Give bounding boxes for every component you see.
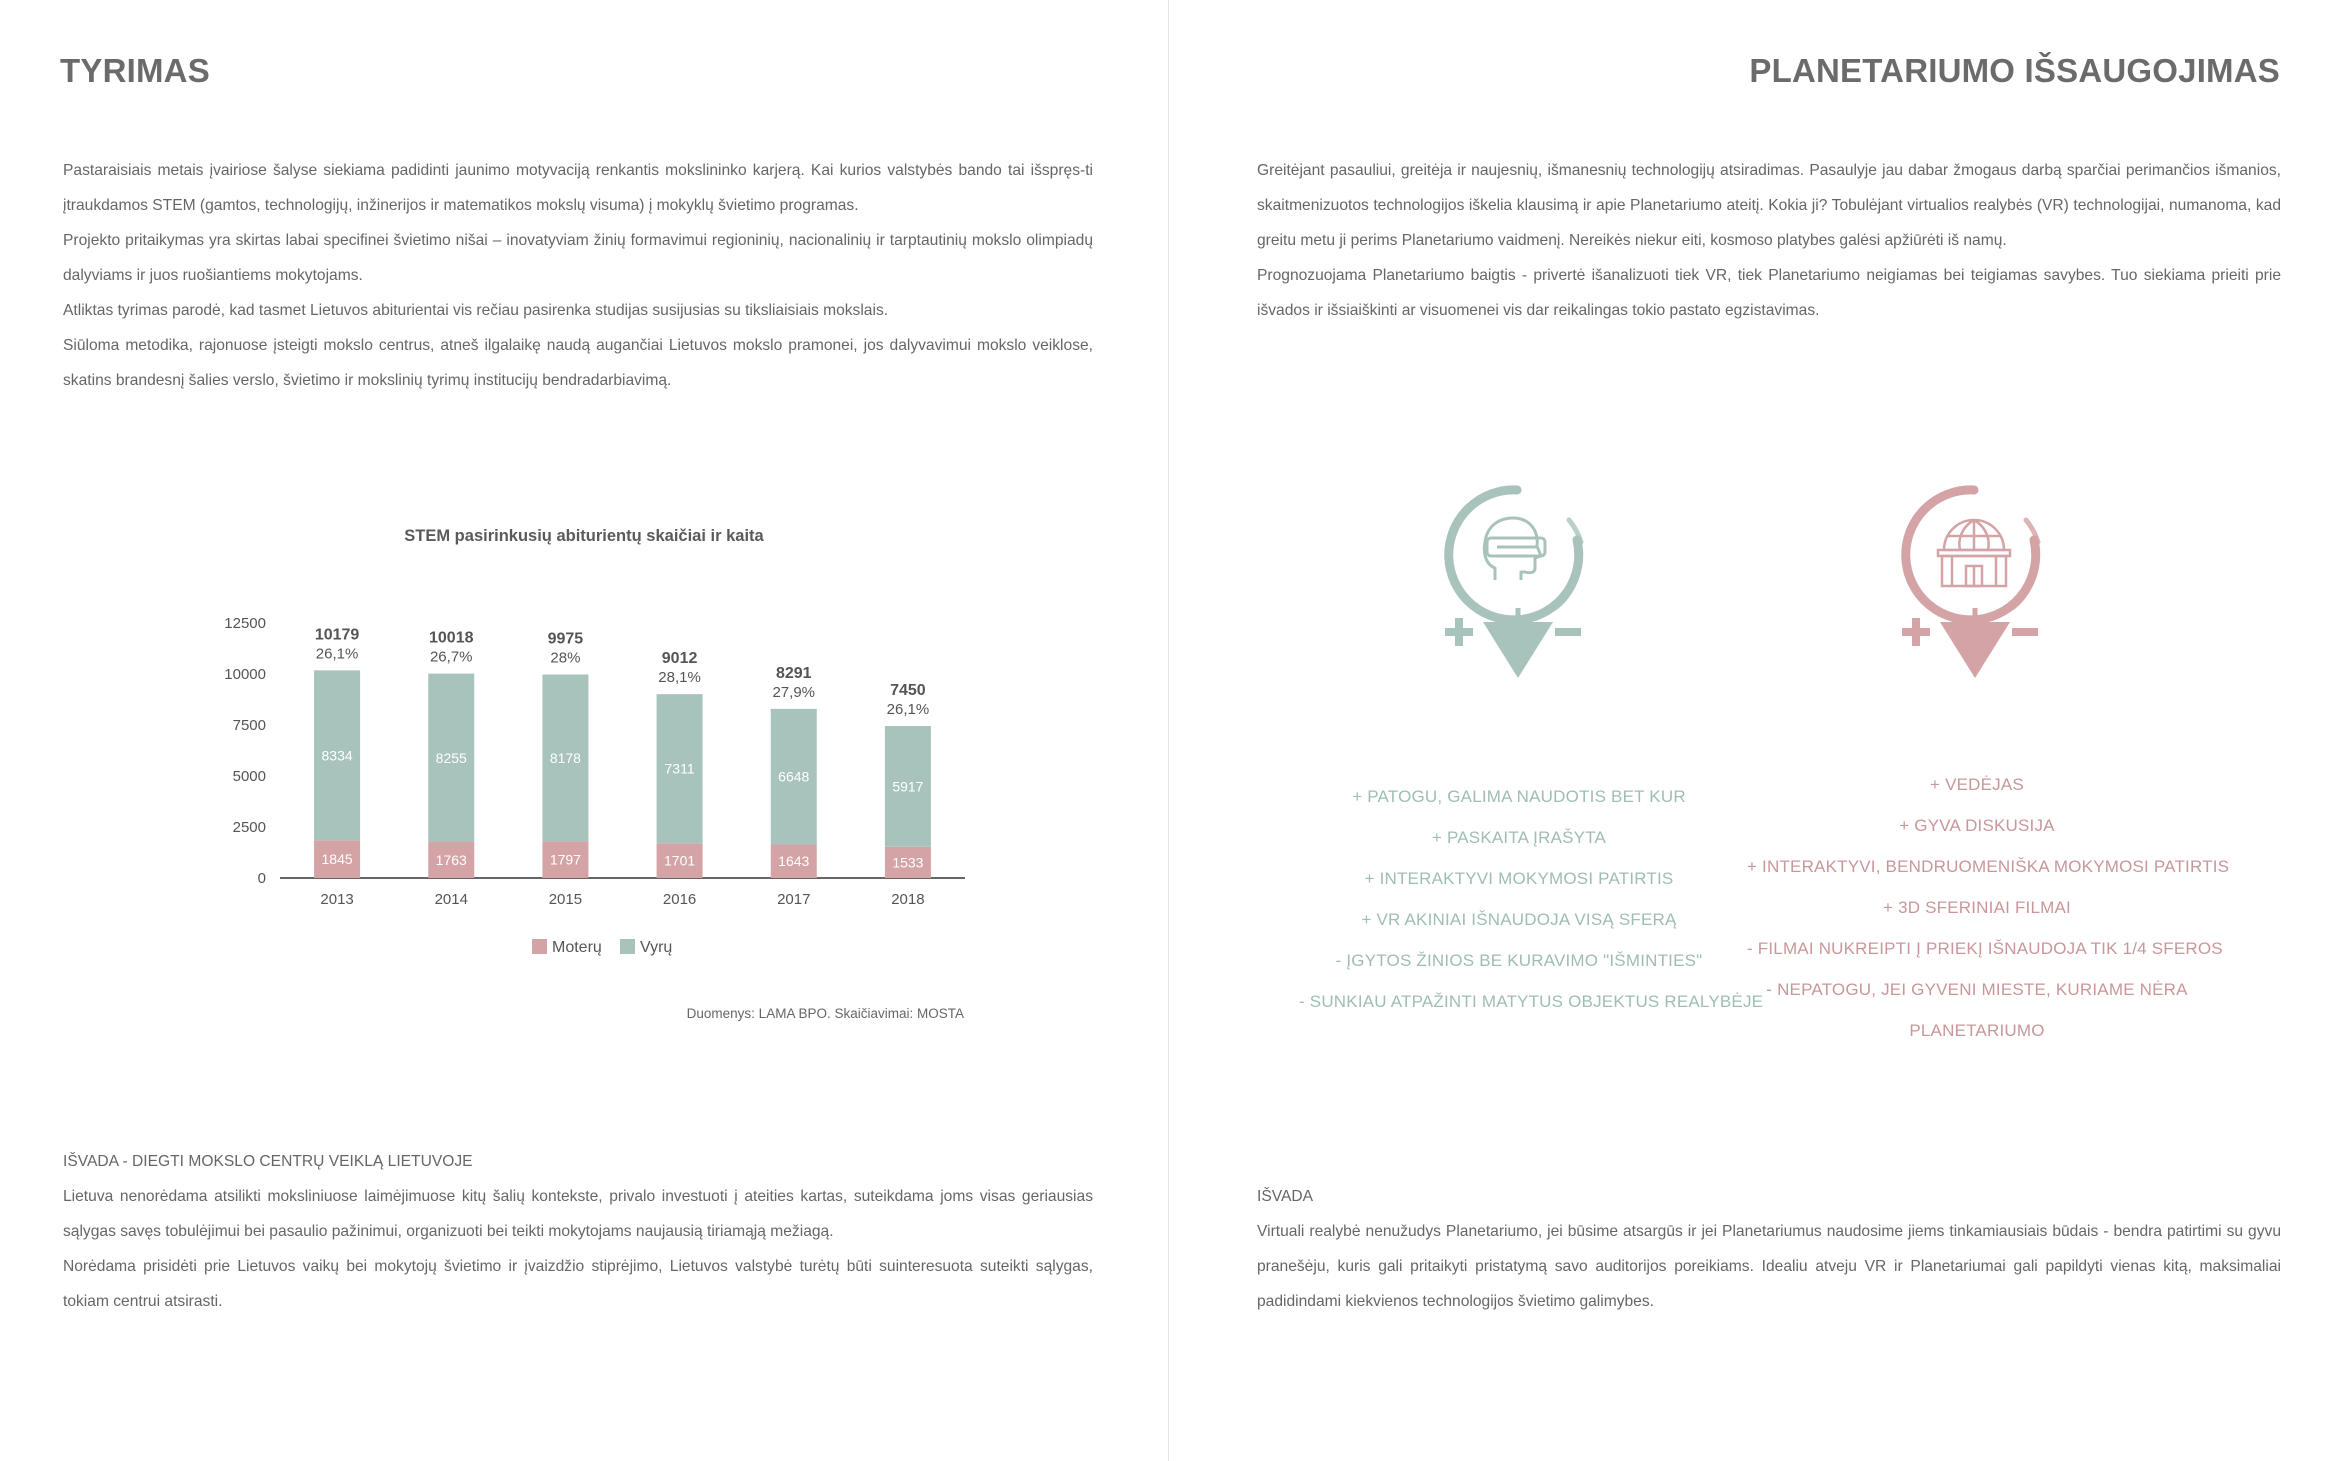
conclusion-left [63, 1144, 1093, 1319]
x-tick-label: 2018 [891, 891, 925, 908]
y-tick-label: 7500 [232, 717, 266, 734]
data-label-vyru: 8255 [435, 749, 467, 766]
data-label-moteru: 1763 [435, 852, 467, 869]
list-item: + VR AKINIAI IŠNAUDOJA VISĄ SFERĄ [1361, 910, 1677, 929]
data-label-share: 28% [550, 649, 581, 667]
paragraph: Pastaraisiais metais įvairiose šalyse siekiama padidinti jaunimo motyvaciją renkantis mokslininko karjerą. Kai kurios valstybės bando tai išspręs-ti įtraukdamos STEM (gamtos, technologijų, inžinerijos ir matematikos mokslų visuma) į mokyklų švietimo programas. [63, 162, 1093, 214]
paragraph: Prognozuojama Planetariumo baigtis - privertė išanalizuoti tiek VR, tiek Planetariumo neigiamas bei teigiamas savybes. Tuo siekiama prieiti prie išvados ir išsiaiškinti ar visuomenei vis dar reikalingas tokio pastato egzistavimas. [1257, 267, 2281, 319]
paragraph: Lietuva nenorėdama atsilikti moksliniuose laimėjimuose kitų šalių kontekste, privalo investuoti į ateities kartas, suteikdama joms visas geriausias sąlygas savęs tobulėjimui bei pasaulio pažinimui, organizuoti bei teikti mokytojams naujausią tiriamąją mežiagą. [63, 1188, 1093, 1240]
legend-swatch-moteru [532, 939, 547, 954]
data-label-vyru: 8334 [321, 747, 353, 764]
stem-bar-chart [200, 600, 980, 980]
list-item: + VEDĖJAS [1930, 775, 2024, 794]
intro-text-right [1257, 153, 2281, 328]
data-label-share: 26,7% [429, 648, 473, 666]
paragraph: Atliktas tyrimas parodė, kad tasmet Lietuvos abiturientai vis rečiau pasirenka studijas susijusias su tiksliaisiais mokslais. [63, 302, 889, 319]
paragraph: Norėdama prisidėti prie Lietuvos vaikų bei mokytojų švietimo ir įvaizdžio stiprėjimo, Lietuvos valstybė turėtų būti suinteresuota suteikti sąlygas, tokiam centrui atsirasti. [63, 1258, 1093, 1310]
y-tick-label: 0 [257, 870, 266, 887]
data-label-share: 26,1% [315, 645, 359, 663]
x-tick-label: 2014 [434, 891, 468, 908]
list-item: + INTERAKTYVI MOKYMOSI PATIRTIS [1364, 869, 1674, 888]
data-label-vyru: 8178 [549, 749, 581, 766]
data-label-moteru: 1701 [664, 852, 696, 869]
conclusion-right [1257, 1179, 2281, 1319]
conclusion-heading: IŠVADA - DIEGTI MOKSLO CENTRŲ VEIKLĄ LIETUVOJE [63, 1153, 473, 1170]
data-label-total: 9012 [661, 650, 698, 668]
legend-label-vyru: Vyrų [640, 939, 673, 956]
paragraph: Siūloma metodika, rajonuose įsteigti mokslo centrus, atneš ilgalaikę naudą augančiai Lietuvos mokslo pramonei, jos dalyvavimui mokslo veiklose, skatins brandesnį šalies verslo, švietimo ir mokslinių tyrimų institucijų bendradarbiavimą. [63, 337, 1093, 389]
page-title-planetarium: PLANETARIUMO IŠSAUGOJIMAS [1749, 52, 2280, 89]
list-item: - FILMAI NUKREIPTI Į PRIEKĮ IŠNAUDOJA TIK 1/4 SFEROS [1747, 939, 2223, 958]
list-item: PLANETARIUMO [1909, 1021, 2045, 1040]
list-item: + GYVA DISKUSIJA [1899, 816, 2055, 835]
x-tick-label: 2013 [320, 891, 354, 908]
list-item: - SUNKIAU ATPAŽINTI MATYTUS OBJEKTUS REALYBĖJE [1299, 992, 1764, 1011]
chart-source: Duomenys: LAMA BPO. Skaičiavimai: MOSTA [686, 1006, 964, 1021]
legend-swatch-vyru [620, 939, 635, 954]
x-tick-label: 2016 [662, 891, 697, 908]
data-label-moteru: 1845 [321, 851, 353, 868]
list-item: - NEPATOGU, JEI GYVENI MIESTE, KURIAME NĖRA [1766, 980, 2188, 999]
intro-text-left [63, 153, 1093, 398]
paragraph: Projekto pritaikymas yra skirtas labai specifinei švietimo nišai – inovatyviam žinių formavimui regioninių, nacionalinių ir tarptautinių mokslo olimpiadų dalyviams ir juos ruošiantiems mokytojams. [63, 232, 1093, 284]
planetarium-dome-icon [1894, 480, 2054, 700]
data-label-total: 10018 [429, 629, 474, 647]
data-label-vyru: 6648 [778, 768, 810, 785]
x-tick-label: 2015 [548, 891, 583, 908]
paragraph: Virtuali realybė nenužudys Planetariumo, jei būsime atsargūs ir jei Planetariumus naudosime jiems tinkamiausiais būdais - bendra patirtimi su gyvu pranešėju, kuris gali pritaikyti pristatymą savo auditorijos poreikiams. Idealiu atveju VR ir Planetariumai gali papildyti vienas kitą, maksimaliai padidindami kiekvienos technologijos švietimo galimybes. [1257, 1223, 2281, 1310]
planetarium-pros-cons-list [1747, 764, 2230, 1051]
conclusion-heading: IŠVADA [1257, 1188, 1314, 1205]
data-label-share: 26,1% [886, 701, 930, 719]
data-label-share: 27,9% [772, 683, 816, 701]
data-label-moteru: 1533 [892, 854, 924, 871]
list-item: + 3D SFERINIAI FILMAI [1883, 898, 2071, 917]
page-left [0, 0, 1168, 1461]
y-tick-label: 2500 [232, 819, 266, 836]
chart-title: STEM pasirinkusių abiturientų skaičiai ir kaita [404, 527, 764, 545]
page-title-tyrimas: TYRIMAS [60, 52, 210, 89]
page-right [1169, 0, 2337, 1461]
list-item: - ĮGYTOS ŽINIOS BE KURAVIMO "IŠMINTIES" [1335, 951, 1703, 970]
x-tick-label: 2017 [777, 891, 811, 908]
data-label-vyru: 7311 [664, 760, 695, 777]
list-item: + PATOGU, GALIMA NAUDOTIS BET KUR [1352, 787, 1686, 806]
data-label-moteru: 1797 [549, 851, 581, 868]
list-item: + INTERAKTYVI, BENDRUOMENIŠKA MOKYMOSI PATIRTIS [1747, 857, 2230, 876]
data-label-vyru: 5917 [892, 778, 924, 795]
paragraph: Greitėjant pasauliui, greitėja ir naujesnių, išmanesnių technologijų atsiradimas. Pasaulyje jau dabar žmogaus darbą sparčiai perimančios išmanios, skaitmenizuotos technologijos iškelia klausimą ir apie Planetariumo ateitį. Kokia ji? Tobulėjant virtualios realybės (VR) technologijai, numanoma, kad greitu metu ji perims Planetariumo vaidmenį. Nereikės niekur eiti, kosmoso platybes galėsi apžiūrėti iš namų. [1257, 162, 2281, 249]
y-tick-label: 10000 [224, 666, 266, 683]
vr-headset-icon [1437, 480, 1597, 700]
data-label-total: 9975 [547, 630, 584, 648]
data-label-share: 28,1% [658, 669, 701, 687]
data-label-moteru: 1643 [778, 853, 810, 870]
y-tick-label: 12500 [224, 615, 266, 632]
list-item: + PASKAITA ĮRAŠYTA [1431, 828, 1607, 847]
data-label-total: 10179 [314, 626, 360, 644]
data-label-total: 7450 [890, 682, 926, 700]
vr-pros-cons-list [1299, 776, 1764, 1022]
y-tick-label: 5000 [232, 768, 266, 785]
legend-label-moteru: Moterų [552, 939, 602, 956]
data-label-total: 8291 [775, 664, 812, 682]
